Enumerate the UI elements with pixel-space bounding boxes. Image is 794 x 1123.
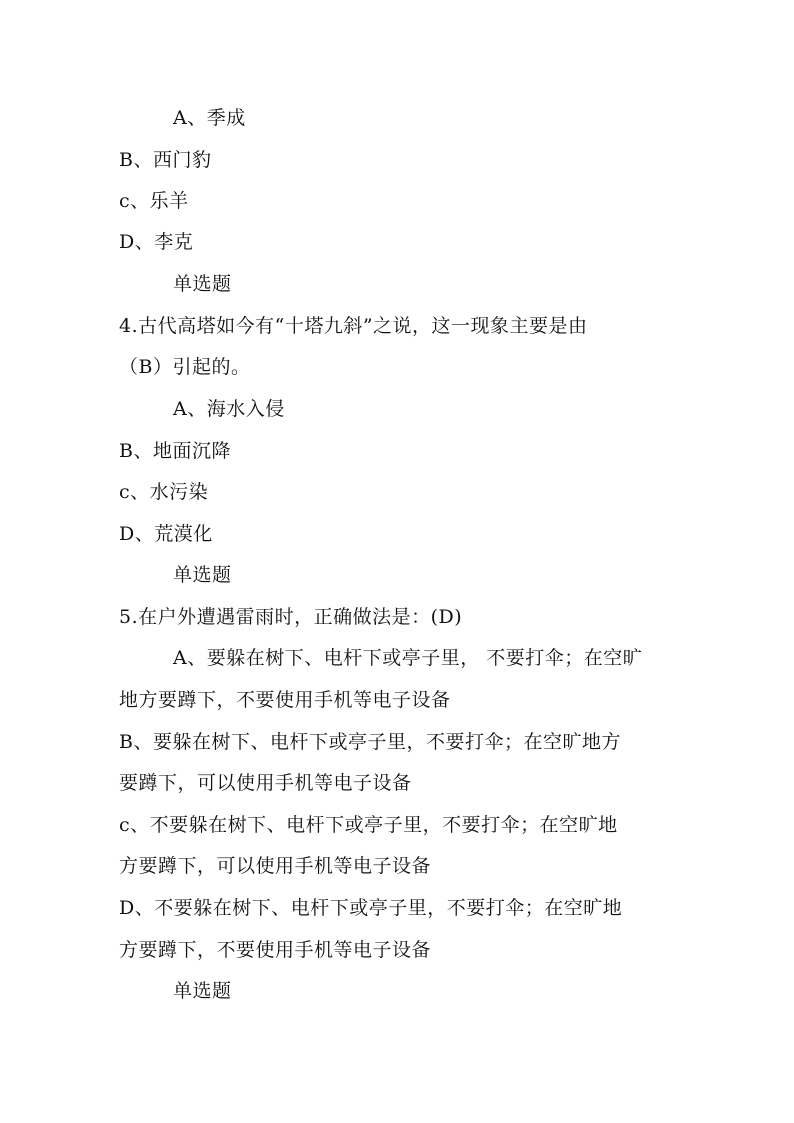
q3-option-b: B、西门豹 <box>119 149 212 171</box>
q4-option-d: D、荒漠化 <box>119 523 213 545</box>
q5-type-label: 单选题 <box>173 980 232 1002</box>
q5-option-d-line2: 方要蹲下，不要使用手机等电子设备 <box>119 939 432 961</box>
q4-type-label: 单选题 <box>173 564 232 586</box>
q4-option-c: c、水污染 <box>119 481 209 503</box>
q5-option-a-line2: 地方要蹲下，不要使用手机等电子设备 <box>119 689 451 711</box>
q4-option-a: A、海水入侵 <box>173 398 285 420</box>
q3-type-label: 单选题 <box>173 273 232 295</box>
q3-option-c: c、乐羊 <box>119 190 189 212</box>
q4-option-b: B、地面沉降 <box>119 440 231 462</box>
q5-option-c-line1: c、不要躲在树下、电杆下或亭子里，不要打伞；在空旷地 <box>119 814 618 836</box>
q5-option-a-line1: A、要躲在树下、电杆下或亭子里， 不要打伞；在空旷 <box>173 647 643 669</box>
q5-option-b-line2: 要蹲下，可以使用手机等电子设备 <box>119 772 412 794</box>
q3-option-d: D、李克 <box>119 231 194 253</box>
q5-option-b-line1: B、要躲在树下、电杆下或亭子里，不要打伞；在空旷地方 <box>119 731 621 753</box>
q3-option-a: A、季成 <box>173 107 246 129</box>
q4-stem-line1: 4.古代高塔如今有“十塔九斜”之说，这一现象主要是由 <box>119 315 588 337</box>
q5-stem: 5.在户外遭遇雷雨时，正确做法是：(D) <box>119 606 463 628</box>
q5-option-c-line2: 方要蹲下，可以使用手机等电子设备 <box>119 855 432 877</box>
q4-stem-line2: （B）引起的。 <box>119 356 251 378</box>
q5-option-d-line1: D、不要躲在树下、电杆下或亭子里，不要打伞；在空旷地 <box>119 897 623 919</box>
